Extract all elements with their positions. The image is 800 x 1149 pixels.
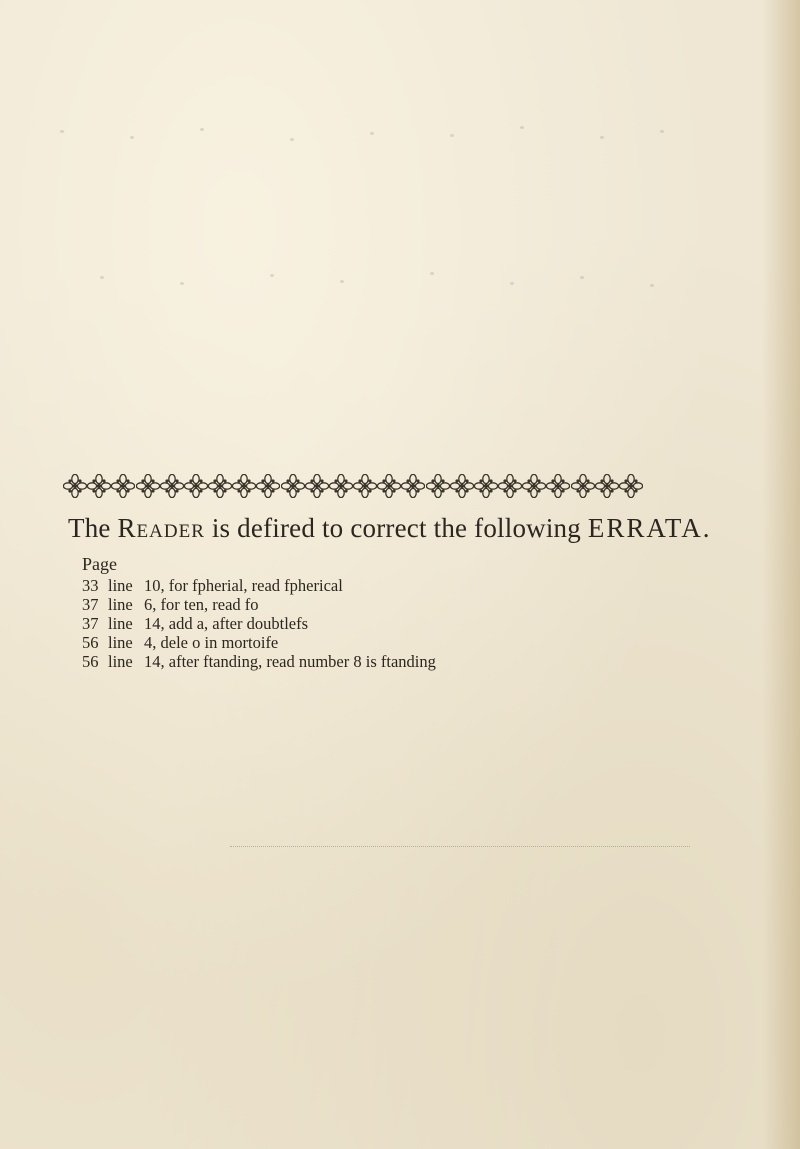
fleuron-icon (305, 474, 329, 498)
fleuron-icon (232, 474, 256, 498)
heading-the: The (68, 513, 118, 543)
fleuron-icon (256, 474, 280, 498)
show-through-marks (40, 118, 690, 158)
errata-line-word: line (108, 576, 133, 595)
errata-entry (82, 633, 602, 652)
errata-line-word: line (108, 614, 133, 633)
fleuron-icon (111, 474, 135, 498)
errata-line-word: line (108, 652, 133, 671)
errata-entry (82, 652, 602, 671)
fleuron-icon (571, 474, 595, 498)
errata-page-number: 56 (82, 652, 99, 671)
fleuron-icon (63, 474, 87, 498)
show-through-marks (40, 262, 690, 302)
fleuron-icon (474, 474, 498, 498)
fleuron-icon (353, 474, 377, 498)
heading-middle: is defired to correct the following (204, 513, 588, 543)
fleuron-icon (136, 474, 160, 498)
page-edge-shadow (762, 0, 800, 1149)
heading-reader: Reader (117, 513, 205, 543)
errata-correction: 4, dele o in mortoife (144, 633, 279, 652)
errata-heading (68, 510, 728, 546)
fleuron-icon (377, 474, 401, 498)
page-column-label: Page (82, 554, 117, 574)
fleuron-icon (208, 474, 232, 498)
errata-correction: 14, add a, after doubtlefs (144, 614, 309, 633)
errata-page-number: 37 (82, 614, 99, 633)
fleuron-icon (329, 474, 353, 498)
errata-entry (82, 595, 602, 614)
errata-entry (82, 576, 602, 595)
errata-list (82, 576, 602, 671)
fleuron-icon (426, 474, 450, 498)
fleuron-icon (450, 474, 474, 498)
fleuron-icon (619, 474, 643, 498)
fleuron-icon (401, 474, 425, 498)
fleuron-icon (522, 474, 546, 498)
errata-entry (82, 614, 602, 633)
errata-line-word: line (108, 633, 133, 652)
errata-correction: 10, for fpherial, read fpherical (144, 576, 343, 595)
faint-show-through-rule (230, 846, 690, 847)
errata-page-number: 37 (82, 595, 99, 614)
errata-line-word: line (108, 595, 133, 614)
errata-page-number: 56 (82, 633, 99, 652)
fleuron-icon (498, 474, 522, 498)
fleuron-icon (281, 474, 305, 498)
fleuron-icon (184, 474, 208, 498)
fleuron-icon (546, 474, 570, 498)
fleuron-icon (160, 474, 184, 498)
heading-errata: ERRATA. (587, 513, 712, 543)
fleuron-icon (595, 474, 619, 498)
errata-correction: 14, after ftanding, read number 8 is ftanding (144, 652, 436, 671)
ornament-border (63, 471, 643, 501)
fleuron-icon (87, 474, 111, 498)
errata-correction: 6, for ten, read fo (144, 595, 259, 614)
errata-page-number: 33 (82, 576, 99, 595)
